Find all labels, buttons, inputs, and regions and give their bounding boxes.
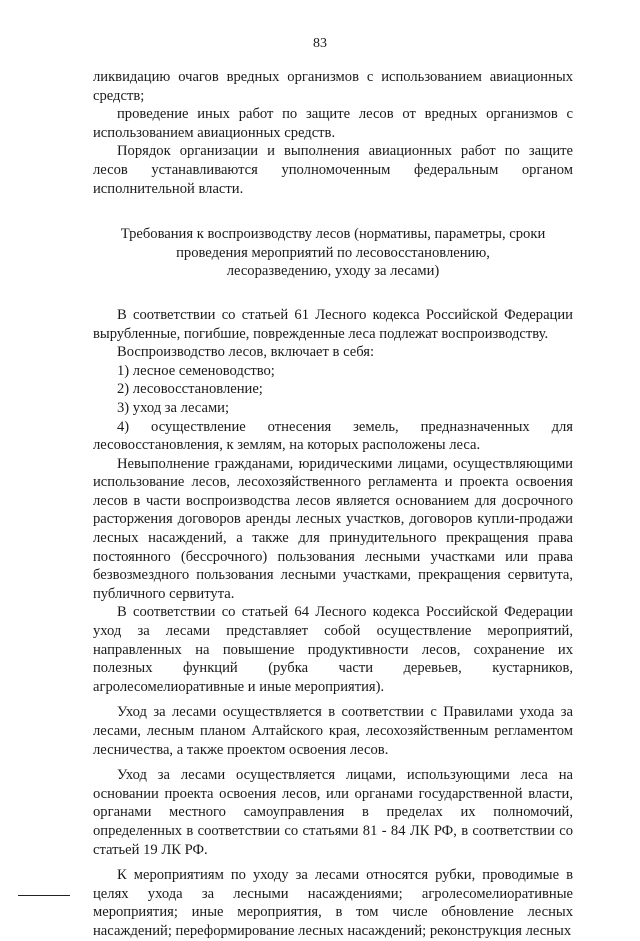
section-heading-line: проведения мероприятий по лесовосстановлению,	[176, 244, 490, 261]
section-heading	[93, 225, 573, 281]
section-heading-line: Требования к воспроизводству лесов (нормативы, параметры, сроки	[120, 226, 546, 243]
paragraph: Воспроизводство лесов, включает в себя:	[117, 344, 375, 361]
paragraph: Невыполнение гражданами, юридическими лицами, осуществляющими использование лесов, лесохозяйственного регламента и проекта освоения лесов в части воспроизводства лесов является основанием для досрочного расторжения договоров аренды лесных участков, договоров купли-продажи лесных насаждений, а также для принудительного прекращения права постоянного (бессрочного) пользования лесными участками или права безвозмездного пользования лесными участками, прекращения сервитута, публичного сервитута.	[93, 455, 573, 602]
footnote-rule	[18, 895, 70, 896]
list-item: 2) лесовосстановление;	[117, 381, 263, 398]
paragraph: Уход за лесами осуществляется в соответствии с Правилами ухода за лесами, лесным планом Алтайского края, лесохозяйственным регламентом лесничества, а также проектом освоения лесов.	[93, 704, 573, 758]
paragraph: Уход за лесами осуществляется лицами, использующими леса на основании проекта освоения лесов, или органами государственной власти, органами местного самоуправления в пределах их полномочий, определенных в соответствии со статьями 81 - 84 ЛК РФ, в соответствии со статьей 19 ЛК РФ.	[93, 767, 573, 858]
paragraph: В соответствии со статьей 64 Лесного кодекса Российской Федерации уход за лесами представляет собой осуществление мероприятий, направленных на повышение продуктивности лесов, сохранение их полезных функций (рубка части деревьев, кустарников, агролесомелиоративные и иные мероприятия).	[93, 604, 573, 695]
list-item: 4) осуществление отнесения земель, предназначенных для лесовосстановления, к землям, на которых расположены леса.	[93, 418, 573, 454]
list-item: 1) лесное семеноводство;	[117, 362, 275, 379]
paragraph: К мероприятиям по уходу за лесами относятся рубки, проводимые в целях ухода за лесными насаждениями; агролесомелиоративные мероприятия; иные мероприятия, в том числе обновление лесных насаждений; переформирование лесных насаждений; реконструкция лесных	[93, 867, 573, 939]
section-heading-line: лесоразведению, уходу за лесами)	[226, 263, 440, 280]
paragraph: В соответствии со статьей 61 Лесного кодекса Российской Федерации вырубленные, погибшие, поврежденные леса подлежат воспроизводству.	[93, 306, 573, 342]
list-item: 3) уход за лесами;	[117, 399, 230, 416]
page-number: 83	[313, 36, 327, 51]
paragraph: проведение иных работ по защите лесов от вредных организмов с использованием авиационных средств.	[93, 106, 573, 141]
document-body	[93, 68, 573, 941]
paragraph: Порядок организации и выполнения авиационных работ по защите лесов устанавливаются уполномоченным федеральным органом исполнительной власти.	[93, 143, 573, 197]
paragraph: ликвидацию очагов вредных организмов с использованием авиационных средств;	[93, 69, 573, 104]
